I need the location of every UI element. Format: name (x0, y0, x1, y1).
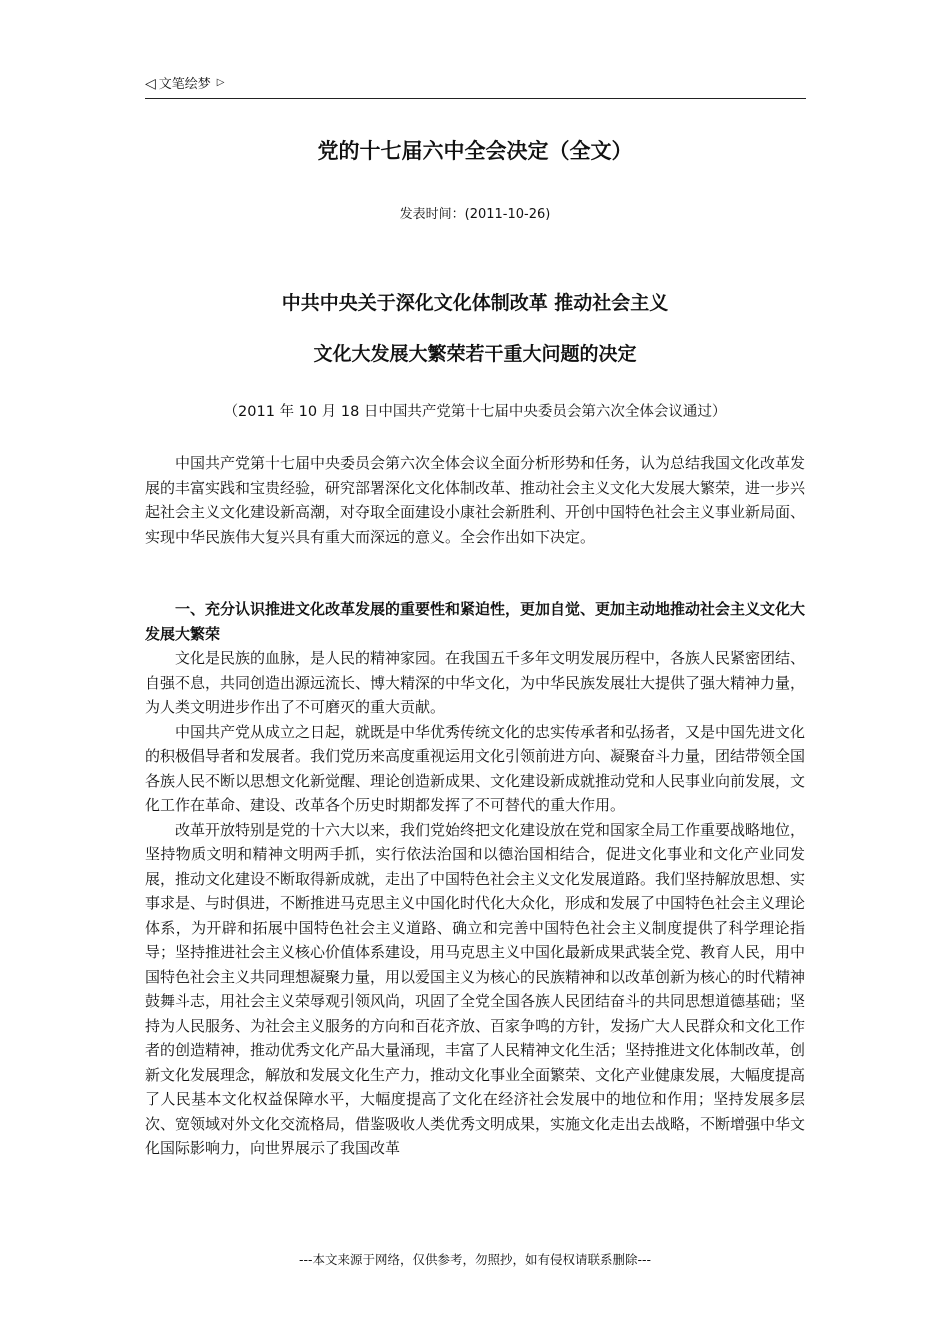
body-paragraph: 中国共产党从成立之日起，就既是中华优秀传统文化的忠实传承者和弘扬者，又是中国先进文化的积极倡导者和发展者。我们党历来高度重视运用文化引领前进方向、凝聚奋斗力量，团结带领全国各族人民不断以思想文化新觉醒、理论创造新成果、文化建设新成就推动党和人民事业向前发展，文化工作在革命、建设、改革各个历史时期都发挥了不可替代的重大作用。 (145, 722, 806, 814)
document-title: 党的十七届六中全会决定（全文） (317, 139, 633, 163)
body-paragraph: 改革开放特别是党的十六大以来，我们党始终把文化建设放在党和国家全局工作重要战略地位，坚持物质文明和精神文明两手抓，实行依法治国和以德治国相结合，促进文化事业和文化产业同发展，推动文化建设不断取得新成就，走出了中国特色社会主义文化发展道路。我们坚持解放思想、实事求是、与时俱进，不断推进马克思主义中国化时代化大众化，形成和发展了中国特色社会主义理论体系，为开辟和拓展中国特色社会主义道路、确立和完善中国特色社会主义制度提供了科学理论指导；坚持推进社会主义核心价值体系建设，用马克思主义中国化最新成果武装全党、教育人民，用中国特色社会主义共同理想凝聚力量，用以爱国主义为核心的民族精神和以改革创新为核心的时代精神鼓舞斗志，用社会主义荣辱观引领风尚，巩固了全党全国各族人民团结奋斗的共同思想道德基础；坚持为人民服务、为社会主义服务的方向和百花齐放、百家争鸣的方针，发扬广大人民群众和文化工作者的创造精神，推动优秀文化产品大量涌现，丰富了人民精神文化生活；坚持推进文化体制改革，创新文化发展理念，解放和发展文化生产力，推动文化事业全面繁荣、文化产业健康发展，大幅度提高了人民基本文化权益保障水平，大幅度提高了文化在经济社会发展中的地位和作用；坚持发展多层次、宽领域对外文化交流格局，借鉴吸收人类优秀文明成果，实施文化走出去战略，不断增强中华文化国际影响力，向世界展示了我国改革 (145, 820, 806, 1157)
brand-name: 文笔绘梦 (158, 77, 211, 92)
triangle-right-icon: ▷ (216, 77, 225, 88)
footer-notice: ---本文来源于网络，仅供参考，勿照抄，如有侵权请联系删除--- (298, 1252, 652, 1267)
section-heading: 一、充分认识推进文化改革发展的重要性和紧迫性，更加自觉、更加主动地推动社会主义文化大发展大繁荣 (145, 600, 806, 643)
intro-paragraph: 中国共产党第十七届中央委员会第六次全体会议全面分析形势和任务，认为总结我国文化改革发展的丰富实践和宝贵经验，研究部署深化文化体制改革、推动社会主义文化大发展大繁荣，进一步兴起社会主义文化建设新高潮，对夺取全面建设小康社会新胜利、开创中国特色社会主义事业新局面、实现中华民族伟大复兴具有重大而深远的意义。全会作出如下决定。 (145, 454, 806, 546)
page-header (145, 74, 806, 99)
triangle-left-icon: ◁ (145, 76, 156, 92)
subtitle-line-1: 中共中央关于深化文化体制改革 推动社会主义 (281, 292, 669, 314)
intro-section (145, 451, 805, 549)
section-1 (145, 597, 805, 1161)
publish-time: 发表时间：(2011-10-26) (399, 207, 551, 222)
body-paragraph: 文化是民族的血脉，是人民的精神家园。在我国五千多年文明发展历程中，各族人民紧密团结、自强不息，共同创造出源远流长、博大精深的中华文化，为中华民族发展壮大提供了强大精神力量，为人类文明进步作出了不可磨灭的重大贡献。 (145, 649, 806, 716)
adoption-note: （2011 年 10 月 18 日中国共产党第十七届中央委员会第六次全体会议通过） (223, 404, 727, 420)
subtitle-line-2: 文化大发展大繁荣若干重大问题的决定 (313, 343, 637, 365)
